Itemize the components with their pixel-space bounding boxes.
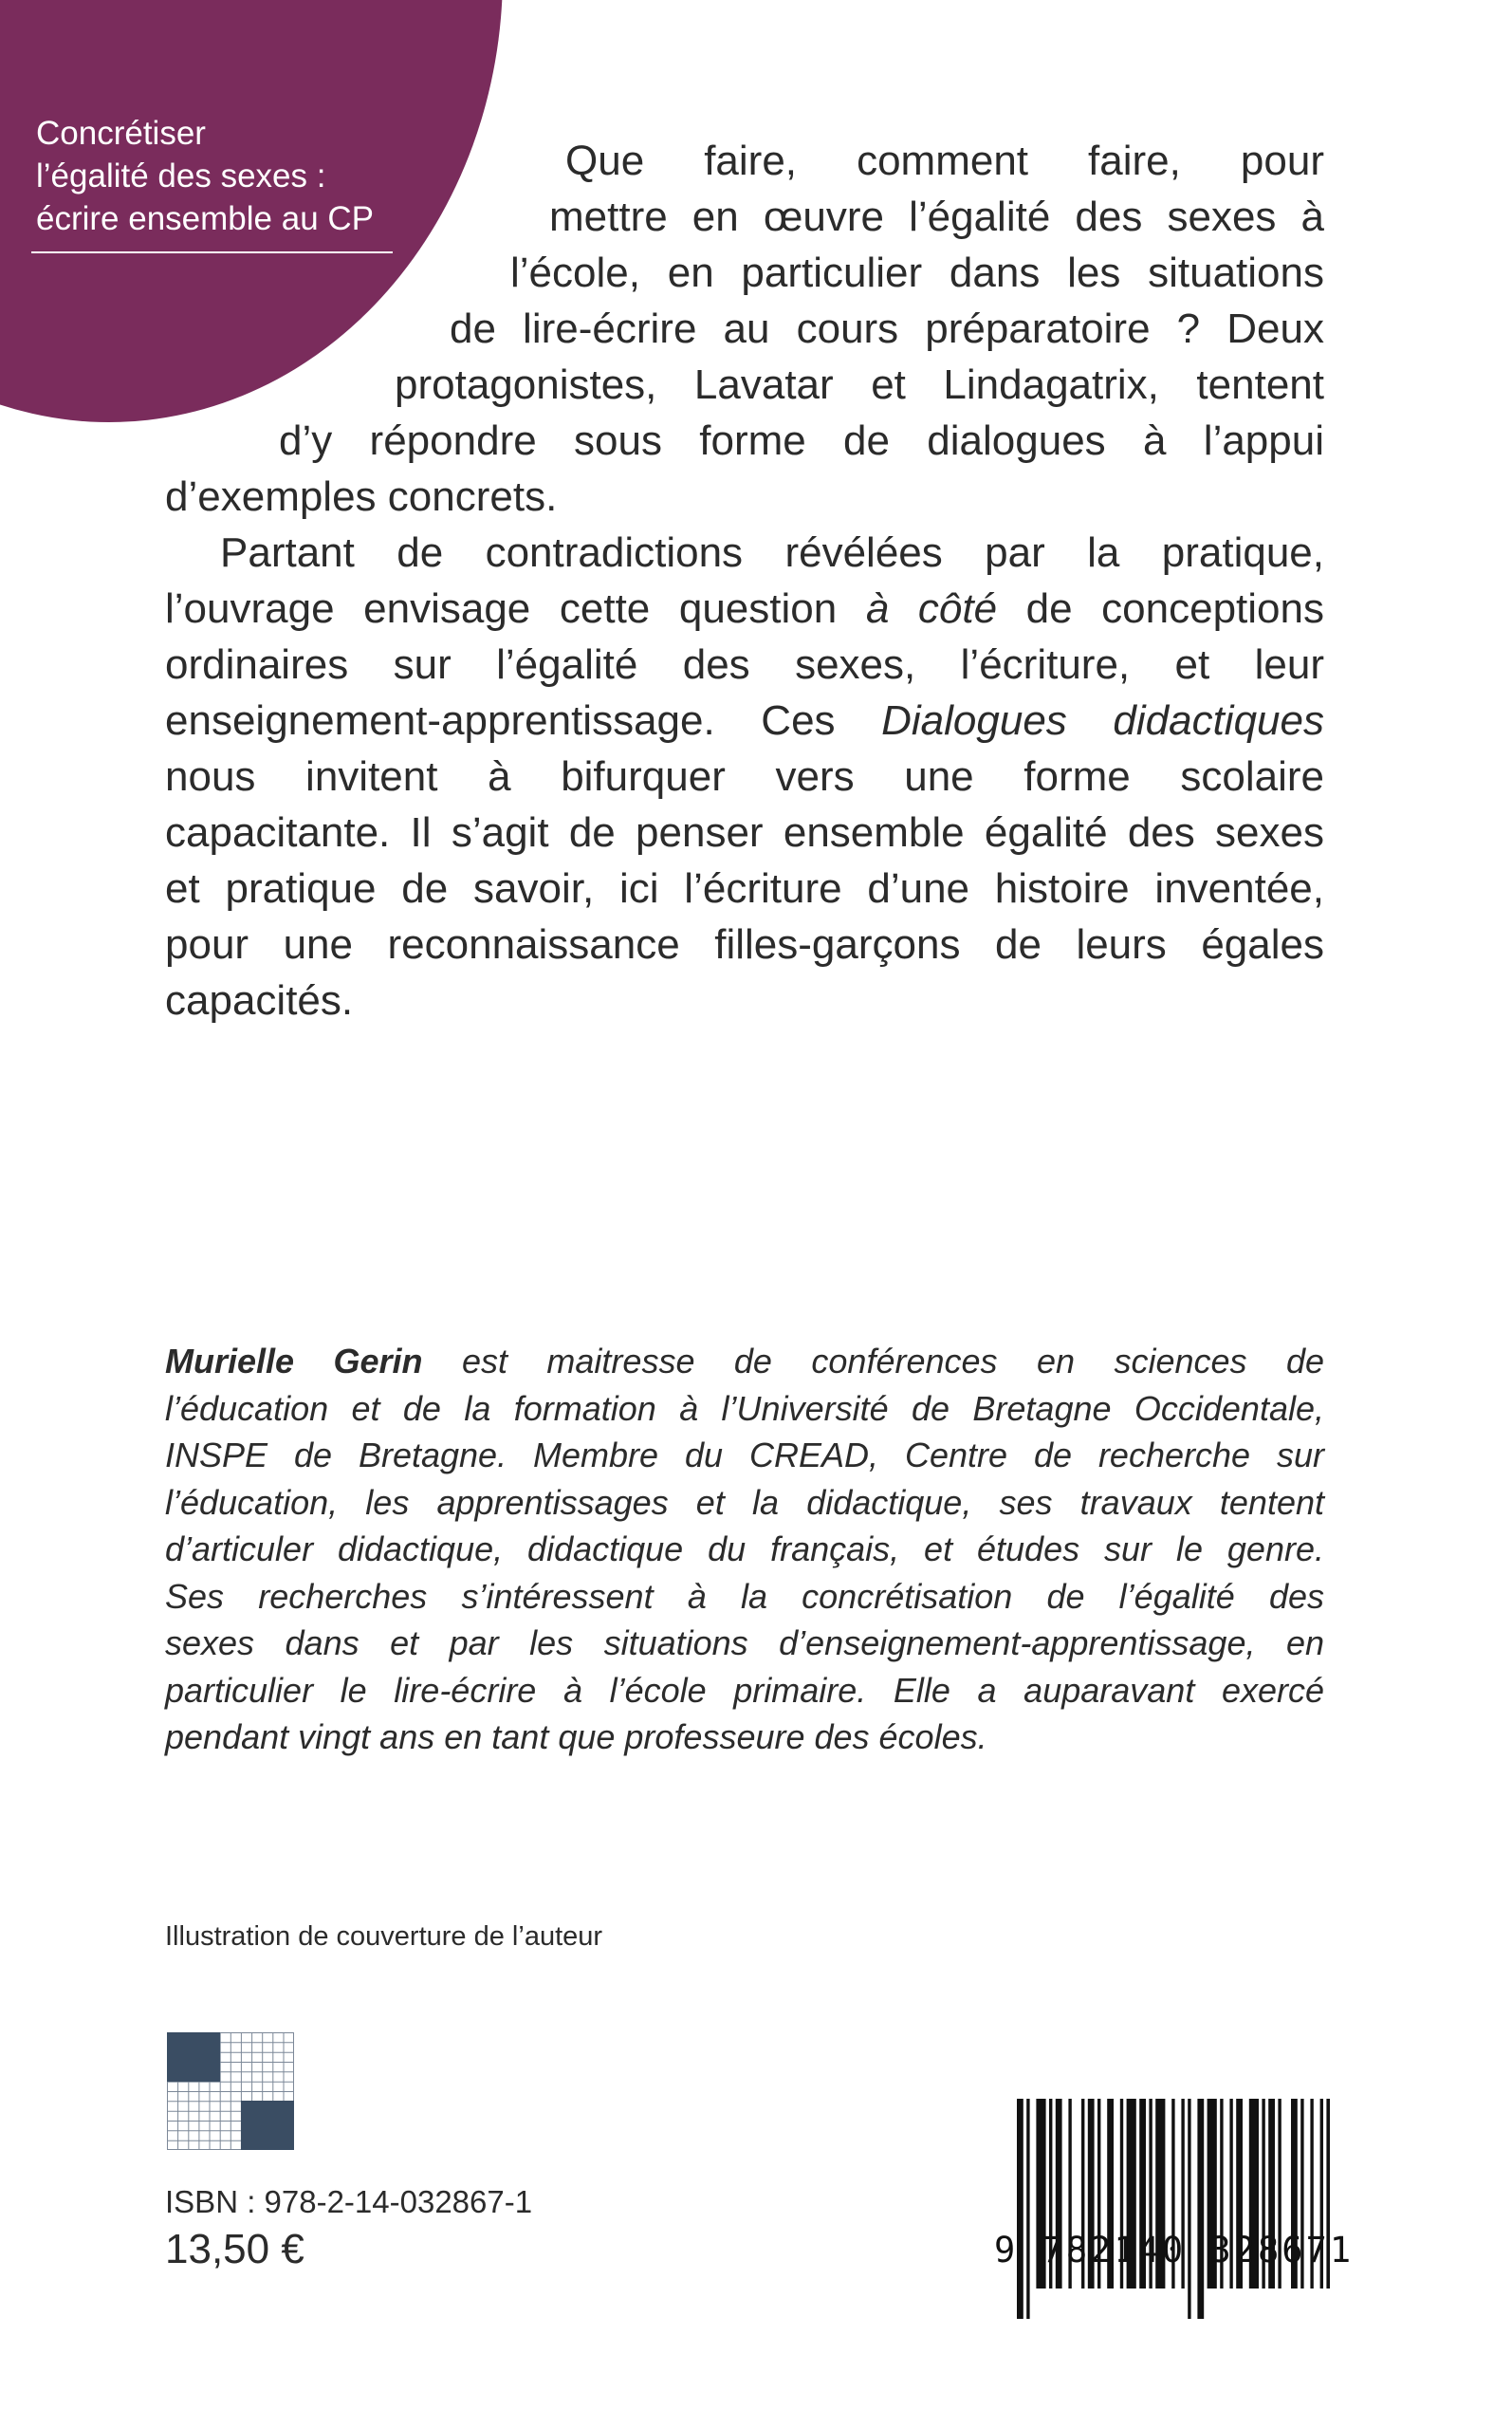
bio-line: l’éducation, les apprentissages et la didactique, ses travaux tentent xyxy=(165,1482,1324,1522)
isbn: ISBN : 978-2-14-032867-1 xyxy=(165,2184,533,2219)
barcode-bar xyxy=(1026,2099,1029,2319)
author-name: Murielle Gerin xyxy=(165,1342,423,1381)
summary-line: Que faire, comment faire, pour xyxy=(565,138,1324,184)
price: 13,50 € xyxy=(165,2226,304,2272)
series-badge-line: l’égalité des sexes : xyxy=(36,158,326,195)
barcode-bar xyxy=(1017,2099,1023,2319)
summary-line: ordinaires sur l’égalité des sexes, l’écriture, et leur xyxy=(165,641,1324,688)
summary-line: capacitante. Il s’agit de penser ensemble égalité des sexes xyxy=(165,809,1324,856)
summary-line: pour une reconnaissance filles-garçons de leurs égales xyxy=(165,921,1324,968)
bio-line: Ses recherches s’intéressent à la concrétisation de l’égalité des xyxy=(165,1576,1324,1616)
bio-line: sexes dans et par les situations d’enseignement-apprentissage, en xyxy=(165,1623,1324,1662)
publisher-logo xyxy=(167,2032,294,2150)
summary-line: Partant de contradictions révélées par la pratique, xyxy=(220,529,1324,576)
barcode-bar xyxy=(1188,2099,1190,2319)
illustration-credit: Illustration de couverture de l’auteur xyxy=(165,1921,603,1952)
summary-line: d’y répondre sous forme de dialogues à l’appui xyxy=(279,417,1324,464)
summary-line: de lire-écrire au cours préparatoire ? Deux xyxy=(450,306,1324,352)
bio-line: particulier le lire-écrire à l’école primaire. Elle a auparavant exercé xyxy=(165,1670,1324,1710)
summary-line: l’ouvrage envisage cette question à côté de conceptions xyxy=(165,585,1324,632)
emphasis: à côté xyxy=(865,585,998,632)
bio-line: l’éducation et de la formation à l’Université de Bretagne Occidentale, xyxy=(165,1388,1324,1428)
barcode-bar xyxy=(1197,2099,1204,2319)
summary-line: capacités. xyxy=(165,977,354,1024)
barcode-digits: 9 782140 328671 xyxy=(994,2230,1355,2270)
bio-line: Murielle Gerin est maitresse de conférences en sciences de xyxy=(165,1342,1324,1381)
series-badge-line: Concrétiser xyxy=(36,115,206,152)
summary-line: nous invitent à bifurquer vers une forme scolaire xyxy=(165,753,1324,800)
author-bio xyxy=(165,1338,1324,1761)
summary-text xyxy=(165,133,1324,1028)
summary-line: l’école, en particulier dans les situations xyxy=(510,250,1324,296)
ean-barcode xyxy=(1017,2099,1330,2326)
bio-line: pendant vingt ans en tant que professeure des écoles. xyxy=(165,1717,987,1756)
summary-line: d’exemples concrets. xyxy=(165,473,558,520)
bio-line: INSPE de Bretagne. Membre du CREAD, Centre de recherche sur xyxy=(165,1436,1324,1474)
summary-line: enseignement-apprentissage. Ces Dialogues didactiques xyxy=(165,697,1324,744)
summary-line: et pratique de savoir, ici l’écriture d’une histoire inventée, xyxy=(165,865,1324,912)
series-badge-line: écrire ensemble au CP xyxy=(36,200,374,237)
emphasis: Dialogues didactiques xyxy=(881,697,1324,744)
summary-line: protagonistes, Lavatar et Lindagatrix, tentent xyxy=(395,361,1324,408)
summary-line: mettre en œuvre l’égalité des sexes à xyxy=(549,194,1324,240)
bio-line: d’articuler didactique, didactique du français, et études sur le genre. xyxy=(165,1529,1324,1568)
